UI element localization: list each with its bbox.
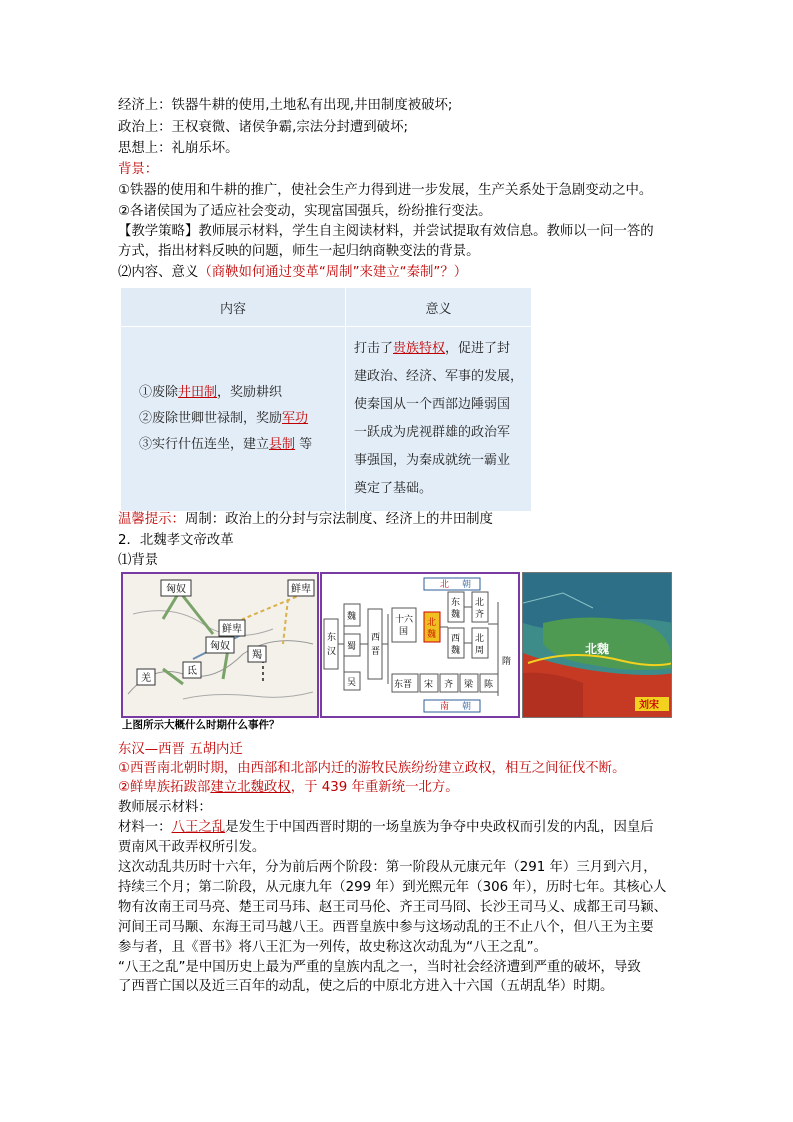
chart-chen: 陈 [484,680,494,690]
dynasty-line: 东汉—西晋 五胡内迁 [118,742,243,757]
table-meaning-cell [346,327,532,512]
chart-jin: 晋 [371,647,381,657]
content-item-1: ①废除井田制，奖励耕织 [139,385,283,400]
meaning-line-4: 一跃成为虎视群雄的政治军 [354,425,511,440]
material-1-line-2: 贾南风干政弄权所引发。 [118,840,266,855]
material-line-9: 了西晋亡国以及近三百年的动乱，使之后的中原北方进入十六国（五胡乱华）时期。 [118,979,614,994]
chart-han: 汉 [327,647,337,657]
chart-shu: 蜀 [347,642,357,652]
map-label-xiongnu-2: 匈奴 [210,641,230,652]
chart-song: 宋 [424,680,434,690]
chart-sui: 隋 [502,657,512,667]
tip-label: 温馨提示： [118,512,185,527]
map-label-di: 氐 [187,666,197,677]
strategy-line-1: 【教学策略】教师展示材料，学生自主阅读材料，并尝试提取有效信息。教师以一问一答的 [118,224,654,239]
chart-north: 北 [440,580,450,590]
background-point-2: ②各诸侯国为了适应社会变动，实现富国强兵，纷纷推行变法。 [118,204,492,219]
background-point-3: ①西晋南北朝时期，由西部和北部内迁的游牧民族纷纷建立政权，相互之间征伐不断。 [118,761,626,776]
content-heading-label: ⑵内容、意义 [118,265,199,280]
chart-sixteen-1: 十六 [395,615,414,625]
chart-liang: 梁 [464,680,474,690]
reform-table [120,287,532,512]
content-heading [118,263,467,283]
material-line-7: 参与者，且《晋书》将八王汇为一列传，故史称这次动乱为“八王之乱”。 [118,940,547,955]
tip-line [118,510,493,530]
dynasty-chart-svg [322,574,518,716]
chart-south-2: 朝 [462,702,472,712]
chart-dongjin: 东晋 [394,680,413,690]
material-line-5: 物有汝南王司马亮、楚王司马玮、赵王司马伦、齐王司马冏、长沙王司马乂、成都王司马颖、 [118,900,668,915]
thought-line: 思想上：礼崩乐坏。 [118,141,239,156]
material-line-3: 这次动乱共历时十六年，分为前后两个阶段：第一阶段从元康元年（291 年）三月到六月， [118,860,657,875]
background-point-4 [118,778,459,798]
strategy-line-2: 方式，指出材料反映的问题，师生一起归纳商鞅变法的背景。 [118,244,480,259]
point2-part-b: 建立北魏政权 [210,780,291,795]
teacher-material-heading: 教师展示材料： [118,800,212,815]
table-header-meaning: 意义 [346,288,532,327]
material-line-4: 持续三个月；第二阶段，从元康九年（299 年）到光熙元年（306 年），历时七年。其核心人 [118,880,667,895]
chart-beiqi-2: 齐 [475,610,485,620]
section-2-heading: 2．北魏孝文帝改革 [118,533,234,548]
tip-text: 周制：政治上的分封与宗法制度、经济上的井田制度 [184,512,493,527]
chart-beiqi-1: 北 [475,598,485,608]
material-1-text: 是发生于中国西晋时期的一场皇族为争夺中央政权而引发的内乱，因皇后 [225,820,654,835]
meaning-line-2: 建政治、经济、军事的发展， [354,369,524,384]
migration-map-svg [123,574,317,716]
dynasty-chart [320,572,520,718]
northern-wei-map-svg [523,573,672,718]
map-label-xianbei-2: 鲜卑 [222,624,242,635]
chart-north-2: 朝 [462,580,472,590]
northern-wei-map [522,572,672,718]
table-header-content: 内容 [121,288,346,327]
background-heading: 背景： [118,162,159,177]
chart-beizhou-1: 北 [475,634,485,644]
chart-beizhou-2: 周 [475,646,485,656]
chart-dongwei-1: 东 [451,598,461,608]
point2-part-c: ，于 439 年重新统一北方。 [290,780,459,795]
material-line-6: 河间王司马颙、东海王司马越八王。西晋皇族中参与这场动乱的王不止八个，但八王为主要 [118,920,654,935]
material-1-line-1 [118,818,654,838]
chart-dong: 东 [327,633,337,643]
meaning-line-3: 使秦国从一个西部边陲弱国 [354,397,511,412]
chart-qi: 齐 [444,680,454,690]
background-point-1: ①铁器的使用和牛耕的推广，使社会生产力得到进一步发展，生产关系处于急剧变动之中。 [118,183,653,198]
content-question: （商鞅如何通过变革“周制”来建立“秦制”？） [198,265,468,280]
material-1-term: 八王之乱 [171,820,226,835]
map-label-qiang: 羌 [141,673,151,684]
map-caption: 上图所示大概什么时期什么事件？ [122,719,280,731]
chart-wu: 吴 [347,678,357,688]
chart-dongwei-2: 魏 [451,610,461,620]
point2-part-a: ②鲜卑族拓跋部 [118,780,211,795]
content-item-2: ②废除世卿世禄制，奖励军功 [139,411,309,426]
chart-xiwei-1: 西 [451,634,461,644]
table-content-cell [121,327,346,512]
map-label-jie: 羯 [252,650,262,661]
chart-xi: 西 [371,633,381,643]
meaning-line-6: 奠定了基础。 [354,481,433,496]
map-label-liusong: 刘宋 [639,700,659,711]
chart-south: 南 [440,702,450,712]
migration-map [121,572,319,718]
chart-beiwei-1: 北 [427,618,437,628]
map-label-xianbei-1: 鲜卑 [291,584,311,595]
econ-line: 经济上：铁器牛耕的使用,土地私有出现,井田制度被破坏; [118,98,453,113]
chart-beiwei-2: 魏 [427,630,437,640]
chart-xiwei-2: 魏 [451,646,461,656]
chart-wei: 魏 [347,612,357,622]
meaning-line-5: 事强国，为秦成就统一霸业 [354,453,511,468]
material-1-label: 材料一： [118,820,172,835]
meaning-line-1: 打击了贵族特权，促进了封 [354,341,511,356]
chart-sixteen-2: 国 [399,627,409,637]
politics-line: 政治上：王权衰微、诸侯争霸,宗法分封遭到破坏; [118,120,408,135]
section-2-background: ⑴背景 [118,553,159,568]
map-label-xiongnu-1: 匈奴 [166,584,186,595]
content-item-3: ③实行什伍连坐，建立县制 等 [139,437,313,452]
map-label-beiwei: 北魏 [585,642,610,656]
material-line-8: “八王之乱”是中国历史上最为严重的皇族内乱之一，当时社会经济遭到严重的破坏，导致 [118,960,641,975]
